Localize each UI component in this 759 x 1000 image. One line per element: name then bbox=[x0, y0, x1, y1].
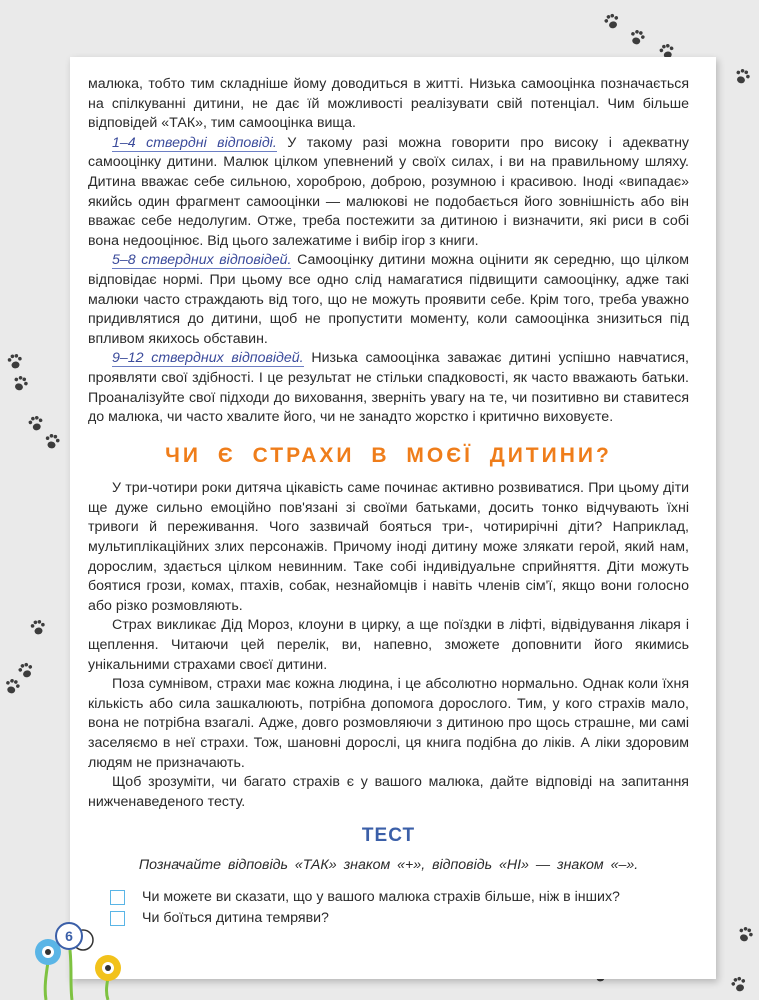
result-paragraph-2 bbox=[88, 251, 689, 349]
result-text: У такому разі можна говорити про високу і адекватну самооцінку дитини. Малюк цілком упевнений у своїх силах, і ви на правильному шляху. Дитина вважає себе сильною, хороброю, доброю, розумною і красивою. Іноді «випадає» якийсь один фрагмент самооцінки — малюкові не подобається його зовнішність або він вважає себе недолугим. Отже, треба постежити за дитиною і визначити, які риси в собі вона недооцінює. Від цього залежатиме і вибір ігор з книги. bbox=[88, 134, 689, 249]
answer-checkbox[interactable] bbox=[110, 911, 125, 926]
test-instruction: Позначайте відповідь «ТАК» знаком «+», відповідь «НІ» — знаком «–». bbox=[138, 856, 639, 873]
section-paragraph: Щоб зрозуміти, чи багато страхів є у вашого малюка, дайте відповіді на запитання нижченаведеного тесту. bbox=[88, 774, 689, 810]
result-paragraph-1 bbox=[88, 134, 689, 252]
result-label: 9–12 ствердних відповідей. bbox=[112, 350, 304, 367]
result-text: Низька самооцінка заважає дитині успішно навчатися, проявляти свої здібності. І це результат не стільки спадковості, як часто вважають батьки. Проаналізуйте свої підходи до виховання, зверніть увагу на те, чи позитивно ви ставитеся до малюка, чи часто хвалите його, чи не занадто жорстко і критично виховуєте. bbox=[88, 350, 689, 426]
section-heading: ЧИ Є СТРАХИ В МОЄЇ ДИТИНИ? bbox=[165, 443, 612, 467]
result-text: Самооцінку дитини можна оцінити як середню, що цілком відповідає нормі. При цьому все одно слід намагатися підвищити самооцінку, адже такі малюки часто страждають від того, що не можуть проявити себе. Крім того, треба уважно придивлятися до дитини, щоб не пропустити моменту, коли самооцінка знизиться під впливом якихось обставин. bbox=[88, 252, 689, 347]
page-number: 6 bbox=[55, 922, 83, 950]
section-paragraph: Страх викликає Дід Мороз, клоуни в цирку, а ще поїздки в ліфті, відвідування лікаря і щеплення. Читаючи цей перелік, ви, напевно, зможете доповнити його якимись унікальними страхами своєї дитини. bbox=[88, 617, 689, 673]
result-label: 5–8 ствердних відповідей. bbox=[112, 252, 292, 269]
section-paragraph: У три-чотири роки дитяча цікавість саме починає активно розвиватися. При цьому діти ще дуже сильно емоційно пов'язані зі своїми батьками, досить тонко відчувають їхні тривоги й переживання. Чого зазвичай бояться три-, чотирирічні діти? Наприклад, мультиплікаційних злих персонажів. Причому іноді дитину може злякати герой, який нам, дорослим, здається цілком невинним. Таке собі індивідуальне сприйняття. Діти можуть боятися грози, комах, птахів, собак, незнайомців і навіть членів сім'ї, якщо вони голосно або різко розмовляють. bbox=[88, 480, 689, 614]
result-label: 1–4 ствердні відповіді. bbox=[112, 134, 277, 151]
result-paragraph-3 bbox=[88, 349, 689, 427]
question-text: Чи можете ви сказати, що у вашого малюка страхів більше, ніж в інших? bbox=[142, 888, 620, 905]
section-paragraph: Поза сумнівом, страхи має кожна людина, і це абсолютно нормально. Однак коли їхня кількість або сила зашкалюють, потрібна допомога дорослого. Тим, у кого страхів мало, вона не потрібна взагалі. Адже, довго розмовляючи з дитиною про щось страшне, ми самі заселяємо в неї страхи. Тож, шановні дорослі, ця книга подібна до ліків. А ліки здоровим людям не призначають. bbox=[88, 676, 689, 771]
intro-paragraph: малюка, тобто тим складніше йому доводиться в житті. Низька самооцінка позначається на спілкуванні дитини, не дає їй можливості реалізувати свій потенціал. Чим більше відповідей «ТАК», тим самооцінка вища. bbox=[88, 76, 689, 132]
test-question-1 bbox=[110, 888, 689, 908]
test-heading: ТЕСТ bbox=[361, 825, 416, 847]
answer-checkbox[interactable] bbox=[110, 890, 125, 905]
question-text: Чи боїться дитина темряви? bbox=[142, 910, 329, 927]
page-content bbox=[88, 75, 689, 931]
test-question-2 bbox=[110, 909, 689, 929]
